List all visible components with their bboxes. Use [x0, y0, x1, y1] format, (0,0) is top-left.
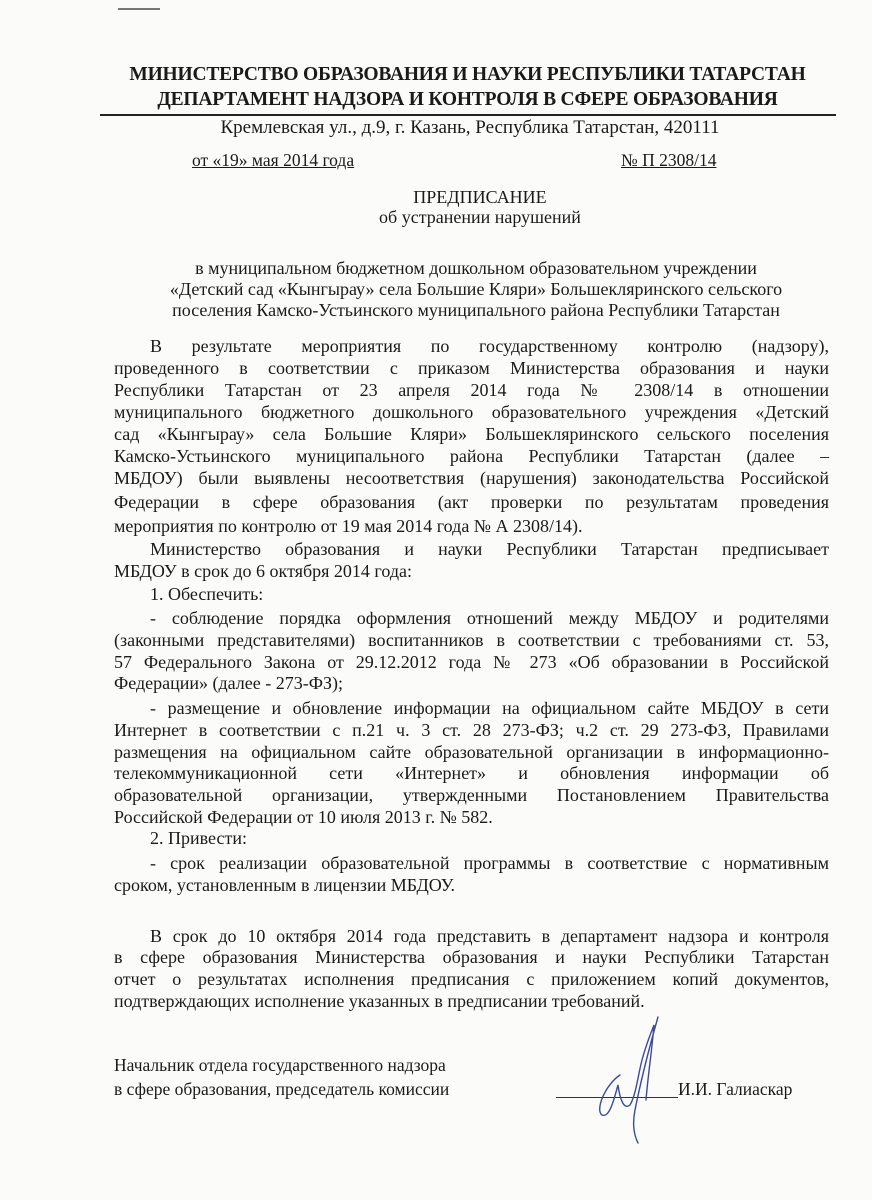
body-line: 1. Обеспечить:	[150, 584, 264, 604]
body-line: 57 Федерального Закона от 29.12.2012 года № 273 «Об образовании в Российской	[114, 652, 829, 672]
body-line: Камско-Устьинского муниципального района Республики Татарстан (далее –	[114, 446, 829, 466]
document-date: от «19» мая 2014 года	[192, 150, 355, 170]
body-line: сад «Кынгырау» села Большие Кляри» Большекляринского сельского поселения	[114, 424, 829, 444]
body-line: Российской Федерации от 10 июля 2013 г. № 582.	[114, 807, 493, 827]
body-line: Республики Татарстан от 23 апреля 2014 года № 2308/14 в отношении	[114, 380, 829, 400]
body-line: Интернет в соответствии с п.21 ч. 3 ст. 28 273-ФЗ; ч.2 ст. 29 273-ФЗ, Правилами	[114, 720, 829, 740]
institution-line: в муниципальном бюджетном дошкольном образовательном учреждении	[195, 258, 757, 278]
body-line: МБДОУ в срок до 6 октября 2014 года:	[114, 561, 412, 581]
institution-line: «Детский сад «Кынгырау» села Большие Кляри» Большекляринского сельского	[169, 279, 783, 299]
body-line: Федерации в сфере образования (акт проверки по результатам проведения	[114, 492, 829, 512]
body-line: 2. Привести:	[150, 828, 247, 848]
address: Кремлевская ул., д.9, г. Казань, Республика Татарстан, 420111	[220, 117, 720, 138]
closing-line: в сфере образования Министерства образования и науки Республики Татарстан	[114, 947, 829, 967]
header-rule	[100, 114, 836, 116]
closing-line: подтверждающих исполнение указанных в предписании требований.	[114, 991, 645, 1011]
scan-artifact	[118, 8, 160, 10]
body-line: - срок реализации образовательной программы в соответствие с нормативным	[150, 853, 829, 873]
body-line: - размещение и обновление информации на официальном сайте МБДОУ в сети	[150, 698, 829, 718]
signatory-position: Начальник отдела государственного надзора	[114, 1055, 446, 1075]
body-line: сроком, установленным в лицензии МБДОУ.	[114, 875, 456, 895]
body-line: - соблюдение порядка оформления отношений между МБДОУ и родителями	[150, 608, 829, 628]
signatory-position: в сфере образования, председатель комиссии	[114, 1079, 450, 1099]
body-line: Федерации» (далее - 273-ФЗ);	[114, 673, 343, 693]
institution-line: поселения Камско-Устьинского муниципального района Республики Татарстан	[172, 300, 780, 320]
body-line: (законными представителями) воспитанников в соответствии с требованиями ст. 53,	[114, 630, 829, 650]
body-line: телекоммуникационной сети «Интернет» и обновления информации об	[114, 763, 829, 783]
document-title: ПРЕДПИСАНИЕ	[413, 187, 547, 207]
signatory-name: И.И. Галиаскар	[678, 1079, 793, 1099]
document-subtitle: об устранении нарушений	[379, 207, 581, 227]
body-line: муниципального бюджетного дошкольного образовательного учреждения «Детский	[114, 402, 829, 422]
document-number: № П 2308/14	[621, 150, 717, 170]
body-line: размещения на официальном сайте образовательной организации в информационно-	[114, 742, 829, 762]
closing-line: отчет о результатах исполнения предписания с приложением копий документов,	[114, 969, 829, 989]
body-line: проведенного в соответствии с приказом Министерства образования и науки	[114, 358, 829, 378]
ministry-heading: МИНИСТЕРСТВО ОБРАЗОВАНИЯ И НАУКИ РЕСПУБЛИКИ ТАТАРСТАН	[129, 64, 806, 85]
body-line: образовательной организации, утвержденными Постановлением Правительства	[114, 785, 829, 805]
body-line: В результате мероприятия по государственному контролю (надзору),	[150, 336, 829, 356]
body-line: МБДОУ) были выявлены несоответствия (нарушения) законодательства Российской	[114, 468, 829, 488]
closing-line: В срок до 10 октября 2014 года представить в департамент надзора и контроля	[150, 926, 829, 946]
handwritten-signature	[580, 1015, 690, 1145]
department-heading: ДЕПАРТАМЕНТ НАДЗОРА И КОНТРОЛЯ В СФЕРЕ ОБРАЗОВАНИЯ	[157, 89, 778, 110]
body-line: Министерство образования и науки Республики Татарстан предписывает	[150, 539, 829, 559]
body-line: мероприятия по контролю от 19 мая 2014 года № А 2308/14).	[114, 516, 583, 536]
